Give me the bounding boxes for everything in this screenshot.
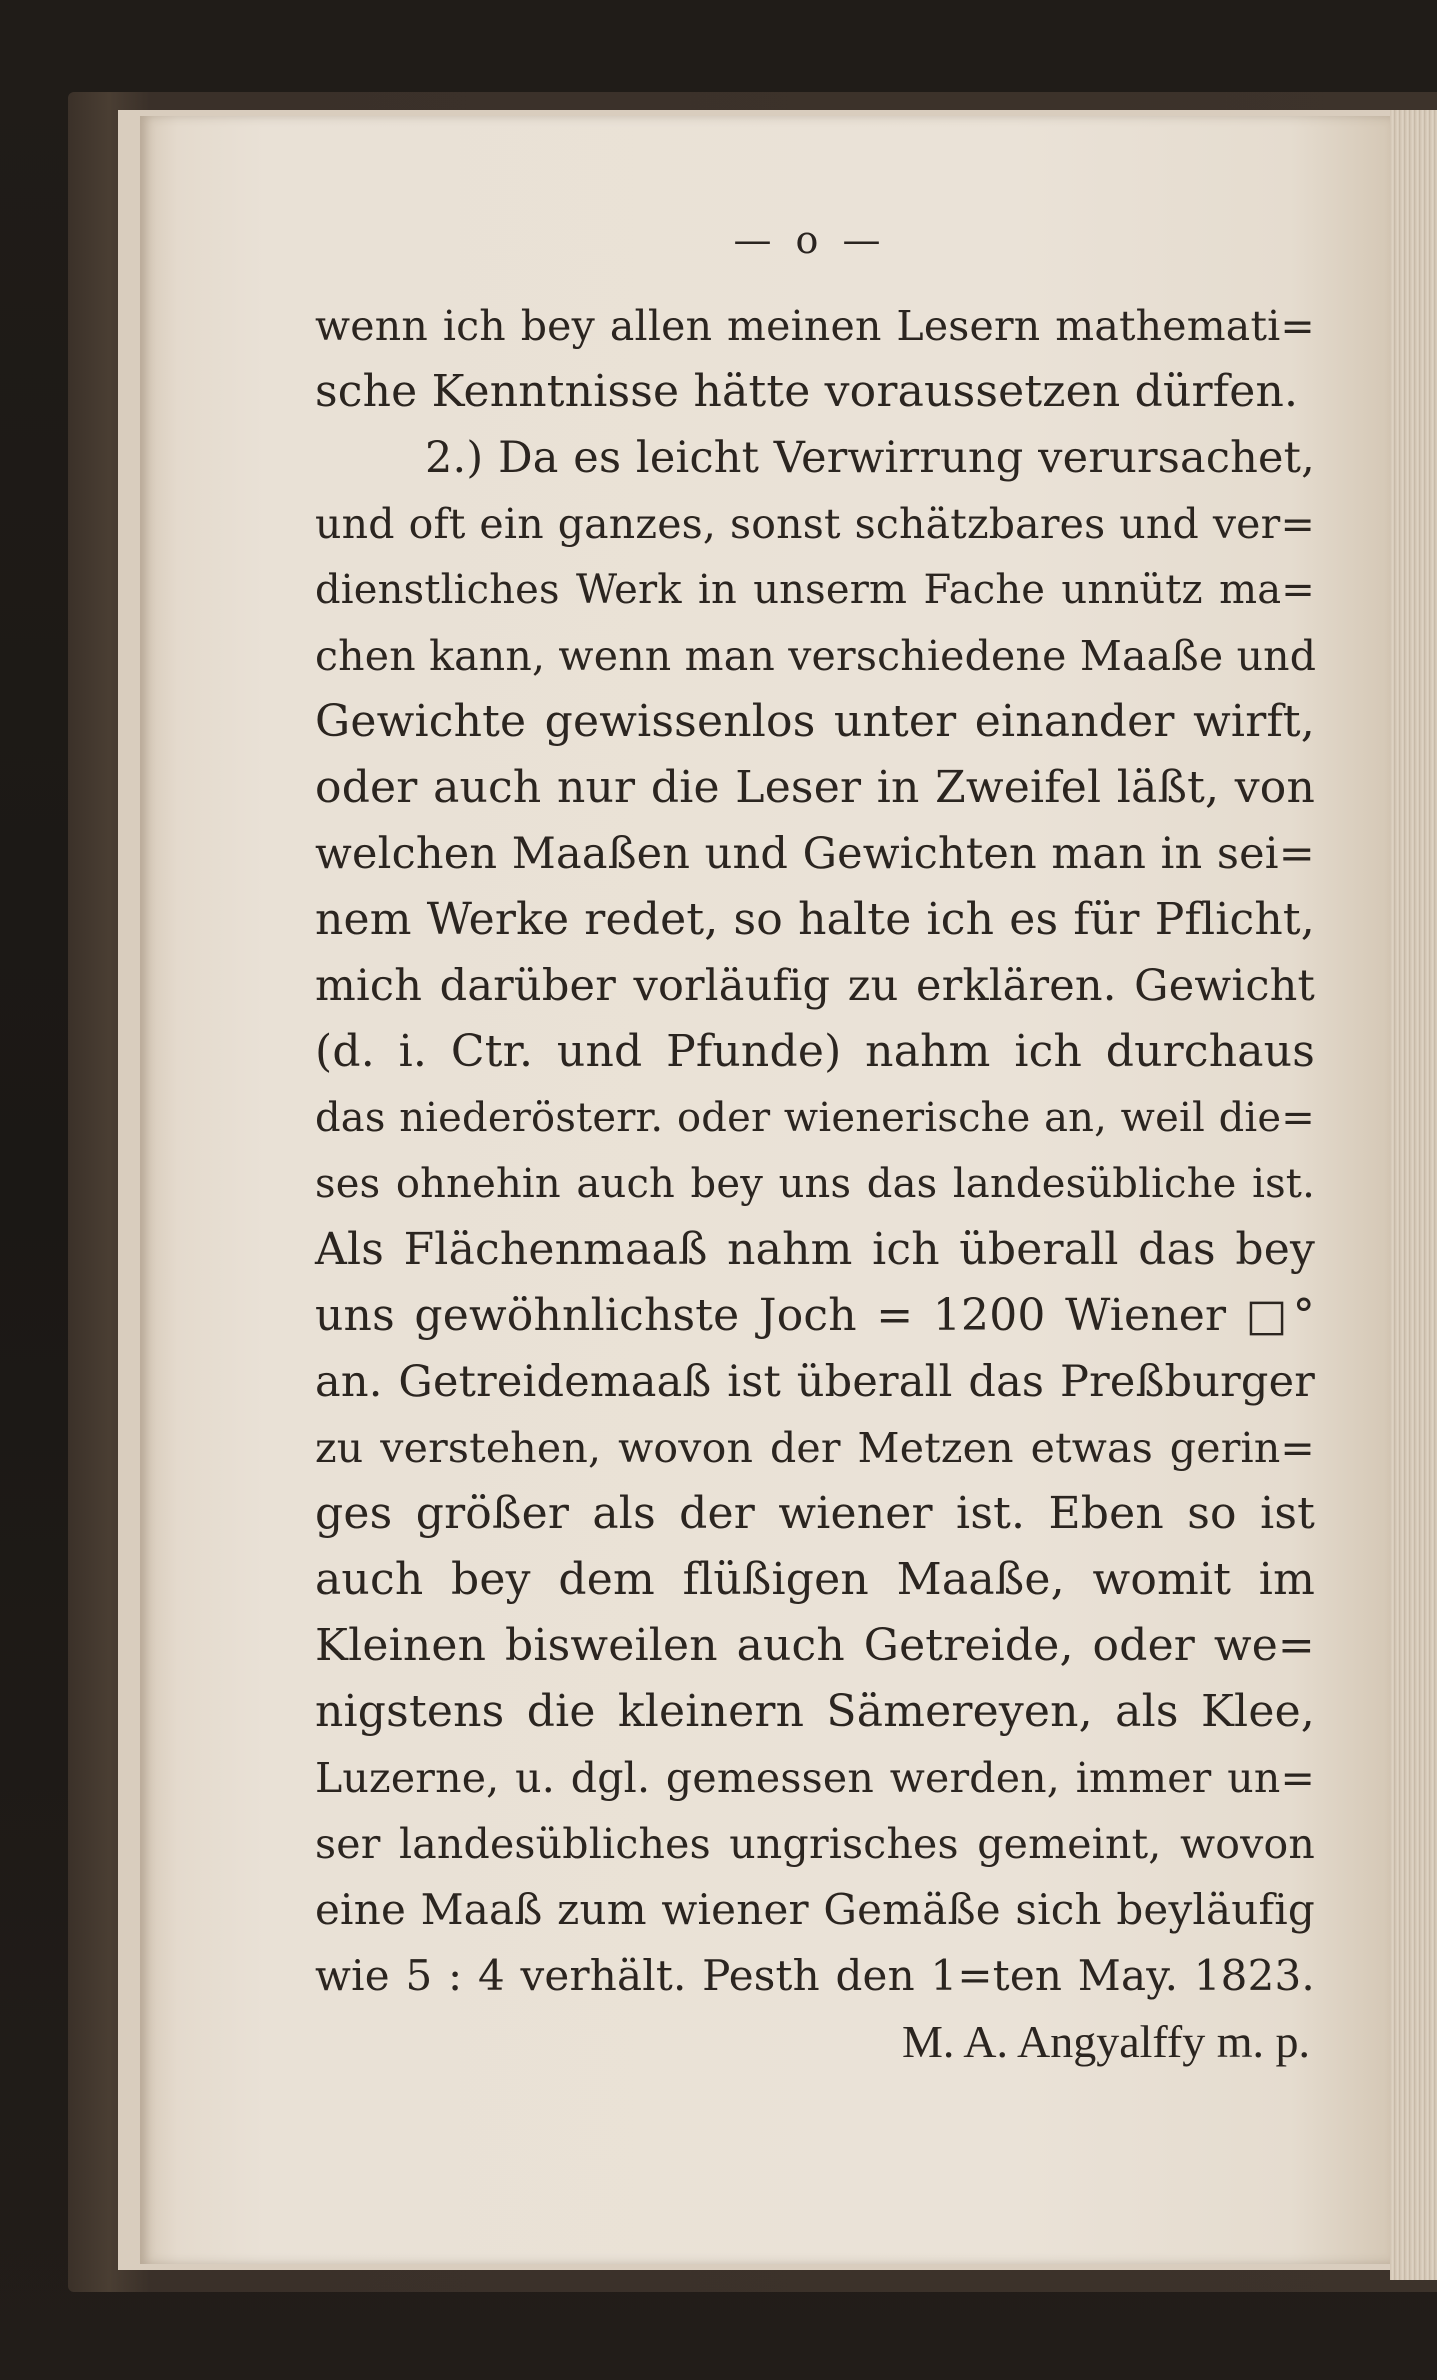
text-line: das niederösterr. oder wienerische an, weil die=	[315, 1095, 1315, 1141]
text-line: Gewichte gewissenlos unter einander wirft,	[315, 696, 1315, 747]
text-line: Als Flächenmaaß nahm ich überall das bey	[315, 1224, 1315, 1275]
page-stack-edge	[1390, 110, 1437, 2280]
text-line: (d. i. Ctr. und Pfunde) nahm ich durchaus	[315, 1026, 1315, 1077]
text-line: ser landesübliches ungrisches gemeint, wovon	[315, 1820, 1315, 1868]
text-line: ses ohnehin auch bey uns das landesübliche ist.	[315, 1161, 1315, 1207]
text-line: 2.) Da es leicht Verwirrung verursachet,	[425, 433, 1315, 483]
text-line: chen kann, wenn man verschiedene Maaße und	[315, 632, 1317, 680]
text-line: und oft ein ganzes, sonst schätzbares und ver=	[315, 500, 1315, 548]
text-line: ges größer als der wiener ist. Eben so ist	[315, 1488, 1315, 1539]
text-line: nem Werke redet, so halte ich es für Pflicht,	[315, 894, 1315, 945]
text-line: dienstliches Werk in unserm Fache unnütz ma=	[315, 567, 1315, 613]
page-number: — o —	[733, 218, 887, 262]
text-line: welchen Maaßen und Gewichten man in sei=	[315, 829, 1315, 879]
text-line: oder auch nur die Leser in Zweifel läßt, von	[315, 762, 1315, 813]
text-line: Kleinen bisweilen auch Getreide, oder we=	[315, 1620, 1315, 1671]
text-line: wie 5 : 4 verhält. Pesth den 1=ten May. 1823.	[315, 1951, 1315, 2000]
text-line: uns gewöhnlichste Joch = 1200 Wiener □°	[315, 1290, 1315, 1341]
text-line: an. Getreidemaaß ist überall das Preßburger	[315, 1357, 1315, 1407]
signature-line: M. A. Angyalffy m. p.	[901, 2016, 1310, 2067]
text-line: nigstens die kleinern Sämereyen, als Klee,	[315, 1686, 1315, 1737]
text-line: wenn ich bey allen meinen Lesern mathemati=	[315, 302, 1315, 350]
text-line: sche Kenntnisse hätte voraussetzen dürfen.	[315, 366, 1299, 417]
text-line: Luzerne, u. dgl. gemessen werden, immer un=	[315, 1754, 1315, 1802]
text-line: auch bey dem flüßigen Maaße, womit im	[315, 1554, 1315, 1605]
text-line: eine Maaß zum wiener Gemäße sich beyläufig	[315, 1885, 1315, 1934]
text-line: mich darüber vorläufig zu erklären. Gewicht	[315, 961, 1315, 1011]
text-line: zu verstehen, wovon der Metzen etwas gerin=	[315, 1424, 1315, 1472]
